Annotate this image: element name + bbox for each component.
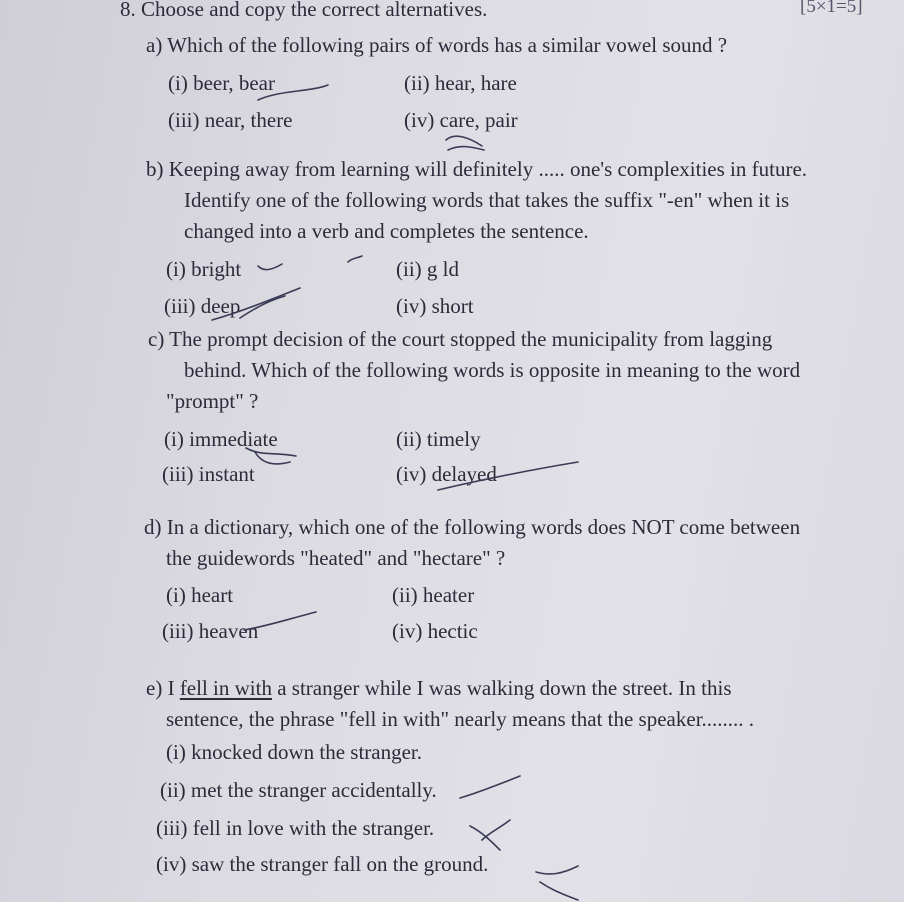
question-e-option-1: (i) knocked down the stranger. — [166, 740, 423, 764]
question-a-stem: a) Which of the following pairs of words has a similar vowel sound ? — [146, 33, 728, 57]
question-e-option-4: (iv) saw the stranger fall on the ground. — [156, 852, 489, 876]
question-c-option-3: (iii) instant — [162, 462, 255, 486]
question-b-option-3: (iii) deep — [164, 294, 241, 318]
question-b-stem-line2: Identify one of the following words that takes the suffix "-en" when it is — [184, 188, 790, 212]
question-a-option-3: (iii) near, there — [168, 108, 293, 132]
question-c-option-2: (ii) timely — [396, 427, 481, 451]
question-b-option-4: (iv) short — [396, 294, 474, 318]
marks-label: [5×1=5] — [800, 0, 863, 17]
question-e-phrase: fell in with — [179, 676, 272, 700]
question-b-option-2: (ii) g ld — [396, 257, 459, 281]
question-a-option-1: (i) beer, bear — [168, 71, 275, 95]
question-e-suffix: a stranger while I was walking down the street. In this — [277, 676, 732, 700]
question-d-stem-line2: the guidewords "heated" and "hectare" ? — [166, 546, 506, 570]
question-c-stem-line3: "prompt" ? — [166, 389, 259, 413]
question-d-option-2: (ii) heater — [392, 583, 475, 607]
question-b-stem-line1: b) Keeping away from learning will definitely ..... one's complexities in future. — [146, 157, 808, 181]
question-c-stem-line2: behind. Which of the following words is opposite in meaning to the word — [184, 358, 801, 382]
question-e-stem-line1 — [146, 675, 732, 701]
question-e-option-2: (ii) met the stranger accidentally. — [160, 778, 437, 802]
question-d-option-4: (iv) hectic — [392, 619, 478, 643]
question-e-stem-line2: sentence, the phrase "fell in with" nearly means that the speaker........ . — [166, 707, 755, 731]
question-a-option-2: (ii) hear, hare — [404, 71, 517, 95]
question-e-prefix: e) I — [146, 676, 175, 700]
question-c-stem-line1: c) The prompt decision of the court stopped the municipality from lagging — [148, 327, 773, 351]
question-title: 8. Choose and copy the correct alternatives. — [120, 0, 488, 21]
question-c-option-1: (i) immediate — [164, 427, 278, 451]
question-b-stem-line3: changed into a verb and completes the sentence. — [184, 219, 589, 243]
question-a-option-4: (iv) care, pair — [404, 108, 518, 132]
question-d-stem-line1: d) In a dictionary, which one of the following words does NOT come between — [144, 515, 801, 539]
question-e-option-3: (iii) fell in love with the stranger. — [156, 816, 435, 840]
question-c-option-4: (iv) delayed — [396, 462, 497, 486]
question-b-option-1: (i) bright — [166, 257, 242, 281]
question-d-option-3: (iii) heaven — [162, 619, 259, 643]
question-d-option-1: (i) heart — [166, 583, 234, 607]
